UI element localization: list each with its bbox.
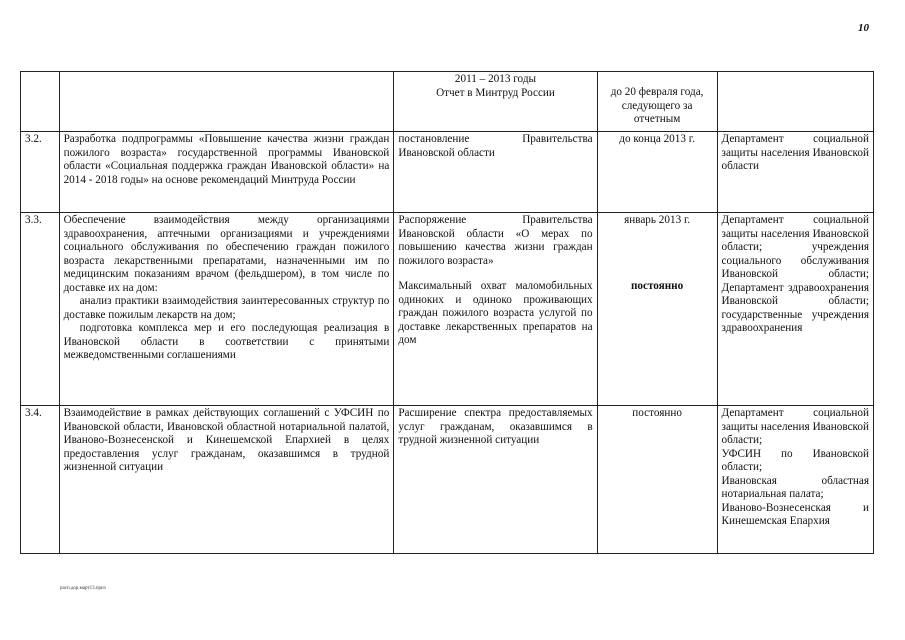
document-cell: Расширение спектра предоставляемых услуг гражданам, оказавшимся в трудной жизненной ситуации bbox=[394, 406, 597, 554]
responsible-cell bbox=[717, 406, 873, 554]
event-cell: Взаимодействие в рамках действующих соглашений с УФСИН по Ивановской области, Ивановской областной нотариальной палатой, Иваново-Вознесенской и Кинешемской Епархией в целях предоставления услуг гражданам, оказавшимся в трудной жизненной ситуации bbox=[59, 406, 394, 554]
responsible-text: Департамент социальной защиты населения Ивановской области; bbox=[721, 407, 869, 446]
term-text: январь 2013 г. bbox=[624, 214, 691, 226]
event-intro: Обеспечение взаимодействия между организациями здравоохранения, аптечными организациями и учреждениями социального обслуживания по обеспечению граждан пожилого возраста лекарственными препаратами, назначенными им по медицинским показаниям врачом (фельдшером), в том числе по доставке их на дом: bbox=[63, 214, 390, 294]
event-item: подготовка комплекса мер и его последующая реализация в Ивановской области в соответствии с принятыми межведомственными соглашениями bbox=[63, 322, 390, 361]
footer-file-ref: расп.дор.март13.приз bbox=[60, 586, 106, 591]
document-text: Максимальный охват маломобильных одиноких и одиноко проживающих граждан пожилого возраста услугой по доставке лекарственных препаратов на дом bbox=[398, 280, 593, 346]
responsible-cell bbox=[717, 72, 873, 132]
term-cell: до конца 2013 г. bbox=[597, 132, 717, 213]
action-plan-table bbox=[20, 71, 874, 554]
responsible-text: Иваново-Вознесенская и Кинешемская Епархия bbox=[721, 501, 869, 527]
table-row bbox=[21, 406, 874, 554]
document-line: Отчет в Минтруд России bbox=[436, 86, 555, 99]
responsible-cell: Департамент социальной защиты населения Ивановской области; учреждения социального обслуживания Ивановской области; Департамент здравоохранения Ивановской области; государственные учреждения здравоохранения bbox=[717, 213, 873, 406]
document-cell bbox=[394, 72, 597, 132]
table-row bbox=[21, 132, 874, 213]
row-number-cell: 3.3. bbox=[21, 213, 60, 406]
event-item: анализ практики взаимодействия заинтересованных структур по доставке пожилым лекарств на дом; bbox=[63, 295, 390, 321]
term-cell: постоянно bbox=[597, 406, 717, 554]
document-cell: постановление Правительства Ивановской области bbox=[394, 132, 597, 213]
responsible-text: УФСИН по Ивановской области; bbox=[721, 447, 869, 473]
event-cell bbox=[59, 213, 394, 406]
row-number-cell: 3.2. bbox=[21, 132, 60, 213]
table-row bbox=[21, 213, 874, 406]
responsible-cell: Департамент социальной защиты населения Ивановской области bbox=[717, 132, 873, 213]
document-cell bbox=[394, 213, 597, 406]
responsible-text: Ивановская областная нотариальная палата; bbox=[721, 474, 869, 500]
term-cell bbox=[597, 213, 717, 406]
row-number-cell: 3.4. bbox=[21, 406, 60, 554]
term-text: до 20 февраля года, следующего за отчетным bbox=[610, 86, 704, 125]
event-cell: Разработка подпрограммы «Повышение качества жизни граждан пожилого возраста» государственной программы Ивановской области «Социальная поддержка граждан Ивановской области» на 2014 - 2018 годы» на основе рекомендаций Минтруда России bbox=[59, 132, 394, 213]
row-number-cell bbox=[21, 72, 60, 132]
page-number: 10 bbox=[858, 22, 869, 34]
document-line: 2011 – 2013 годы bbox=[454, 73, 537, 85]
document-text: Распоряжение Правительства Ивановской области «О мерах по повышению качества жизни граждан пожилого возраста» bbox=[398, 214, 593, 267]
term-text: постоянно bbox=[630, 279, 684, 292]
term-cell bbox=[597, 72, 717, 132]
table-row bbox=[21, 72, 874, 132]
event-cell bbox=[59, 72, 394, 132]
